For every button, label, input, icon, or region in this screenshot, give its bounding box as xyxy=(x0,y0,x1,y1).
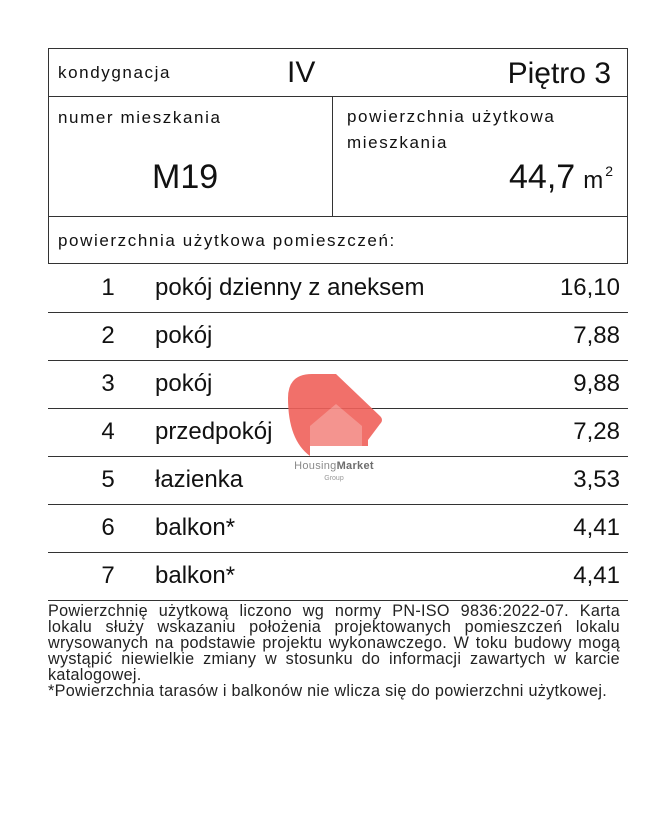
room-number: 6 xyxy=(101,514,115,541)
area-label: powierzchnia użytkowa xyxy=(347,107,556,126)
divider xyxy=(49,216,627,217)
divider xyxy=(332,97,333,216)
watermark-brand xyxy=(284,460,384,472)
table-row xyxy=(48,505,628,553)
apartment-label: numer mieszkania xyxy=(58,108,222,127)
room-area: 9,88 xyxy=(573,370,620,397)
room-number: 2 xyxy=(101,322,115,349)
rooms-label: powierzchnia użytkowa pomieszczeń: xyxy=(58,231,396,250)
room-name: pokój xyxy=(155,322,213,349)
room-area: 4,41 xyxy=(573,562,620,589)
room-area: 3,53 xyxy=(573,466,620,493)
room-name: pokój dzienny z aneksem xyxy=(155,274,425,301)
room-area: 16,10 xyxy=(559,274,620,301)
room-name: pokój xyxy=(155,370,213,397)
table-row xyxy=(48,265,628,313)
room-number: 7 xyxy=(101,562,115,589)
disclaimer-notes xyxy=(48,603,620,699)
room-area: 7,88 xyxy=(573,322,620,349)
area-unit: m xyxy=(583,167,604,194)
floor-value: Piętro 3 xyxy=(507,57,611,90)
area-unit-exponent: 2 xyxy=(605,163,613,179)
area-value: 44,7 xyxy=(509,158,576,196)
apartment-area xyxy=(509,159,613,201)
room-number: 5 xyxy=(101,466,115,493)
table-row xyxy=(48,313,628,361)
room-area: 7,28 xyxy=(573,418,620,445)
watermark-brand-part1: Housing xyxy=(294,460,337,472)
footnote-text: *Powierzchnia tarasów i balkonów nie wlicza się do powierzchni użytkowej. xyxy=(48,682,608,700)
room-number: 1 xyxy=(101,274,115,301)
disclaimer-text: Powierzchnię użytkową liczono wg normy PN-ISO 9836:2022-07. Karta lokalu służy wskazaniu położenia projektowanych pomieszczeń lokalu wrysowanych na podstawie projektu wykonawczego. W toku budowy mogą wystąpić niewielkie zmiany w stosunku do informacji zawartych w karcie katalogowej. xyxy=(48,602,620,684)
level-value: IV xyxy=(287,56,316,89)
watermark-brand-part2: Market xyxy=(336,460,374,472)
apartment-number: M19 xyxy=(152,158,219,196)
room-name: balkon* xyxy=(155,514,236,541)
level-label: kondygnacja xyxy=(58,63,172,82)
area-label-cont: mieszkania xyxy=(347,133,449,152)
room-name: łazienka xyxy=(155,466,244,493)
watermark-sub: Group xyxy=(324,475,344,482)
divider xyxy=(49,96,627,97)
room-number: 4 xyxy=(101,418,115,445)
table-row xyxy=(48,553,628,601)
header-table xyxy=(48,48,628,264)
room-area: 4,41 xyxy=(573,514,620,541)
room-name: balkon* xyxy=(155,562,236,589)
room-number: 3 xyxy=(101,370,115,397)
room-name: przedpokój xyxy=(155,418,273,445)
